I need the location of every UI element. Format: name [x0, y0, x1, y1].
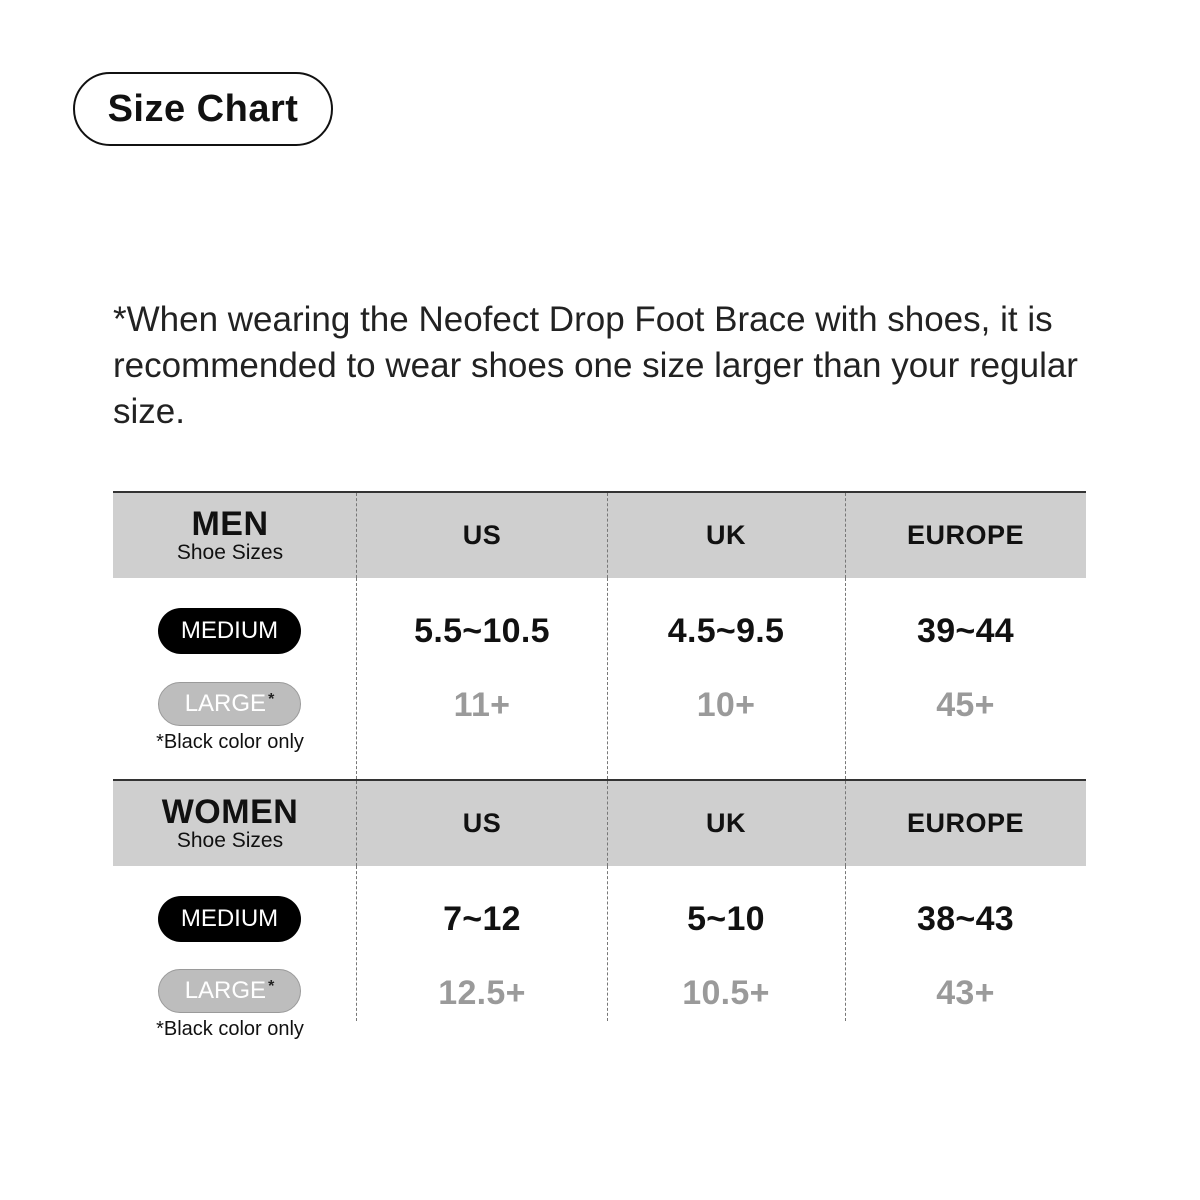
men-col-uk: UK: [706, 520, 746, 550]
men-large-us: 11+: [453, 685, 511, 724]
men-body: [113, 578, 1086, 779]
women-medium-eu: 38~43: [917, 899, 1014, 938]
women-large-badge: [158, 969, 301, 1013]
women-body: [113, 866, 1086, 1040]
divider: [607, 493, 608, 578]
divider: [356, 781, 357, 866]
women-medium-badge: MEDIUM: [158, 896, 301, 942]
sizing-note: *When wearing the Neofect Drop Foot Brace with shoes, it is recommended to wear shoes one size larger than your regular size.: [113, 300, 1078, 431]
men-header-row: [113, 491, 1086, 578]
men-medium-badge: MEDIUM: [158, 608, 301, 654]
women-section: [113, 779, 1086, 1040]
women-col-uk: UK: [706, 808, 746, 838]
women-medium-uk: 5~10: [687, 899, 765, 938]
men-section: [113, 491, 1086, 779]
men-black-only-note: *Black color only: [156, 731, 304, 753]
women-large-uk: 10.5+: [682, 973, 770, 1012]
men-medium-us: 5.5~10.5: [414, 611, 550, 650]
divider: [356, 493, 357, 578]
women-col-europe: EUROPE: [906, 808, 1025, 838]
men-large-mark: *: [268, 691, 275, 708]
men-title: MEN: [191, 504, 269, 543]
men-large-eu: 45+: [936, 685, 995, 724]
size-table: [113, 491, 1086, 1040]
women-col-us: US: [462, 808, 502, 838]
divider: [845, 781, 846, 866]
men-large-uk: 10+: [696, 685, 756, 724]
men-large-badge: [158, 682, 301, 726]
women-large-mark: *: [268, 978, 275, 995]
men-medium-eu: 39~44: [917, 611, 1014, 650]
women-header-cell: [113, 781, 347, 866]
women-large-label: LARGE: [184, 977, 267, 1004]
women-header-row: [113, 779, 1086, 866]
women-black-only-note: *Black color only: [156, 1018, 304, 1040]
men-header-cell: [113, 493, 347, 578]
divider: [845, 493, 846, 578]
divider: [607, 781, 608, 866]
men-col-us: US: [462, 520, 502, 550]
size-chart-title: Size Chart: [73, 72, 333, 146]
men-medium-uk: 4.5~9.5: [667, 611, 785, 650]
men-large-label: LARGE: [184, 690, 267, 717]
women-subtitle: Shoe Sizes: [176, 828, 284, 852]
women-medium-us: 7~12: [443, 899, 521, 938]
men-col-europe: EUROPE: [906, 520, 1025, 550]
women-title: WOMEN: [161, 792, 299, 831]
women-large-us: 12.5+: [438, 973, 526, 1012]
men-subtitle: Shoe Sizes: [176, 540, 284, 564]
women-large-eu: 43+: [936, 973, 995, 1012]
